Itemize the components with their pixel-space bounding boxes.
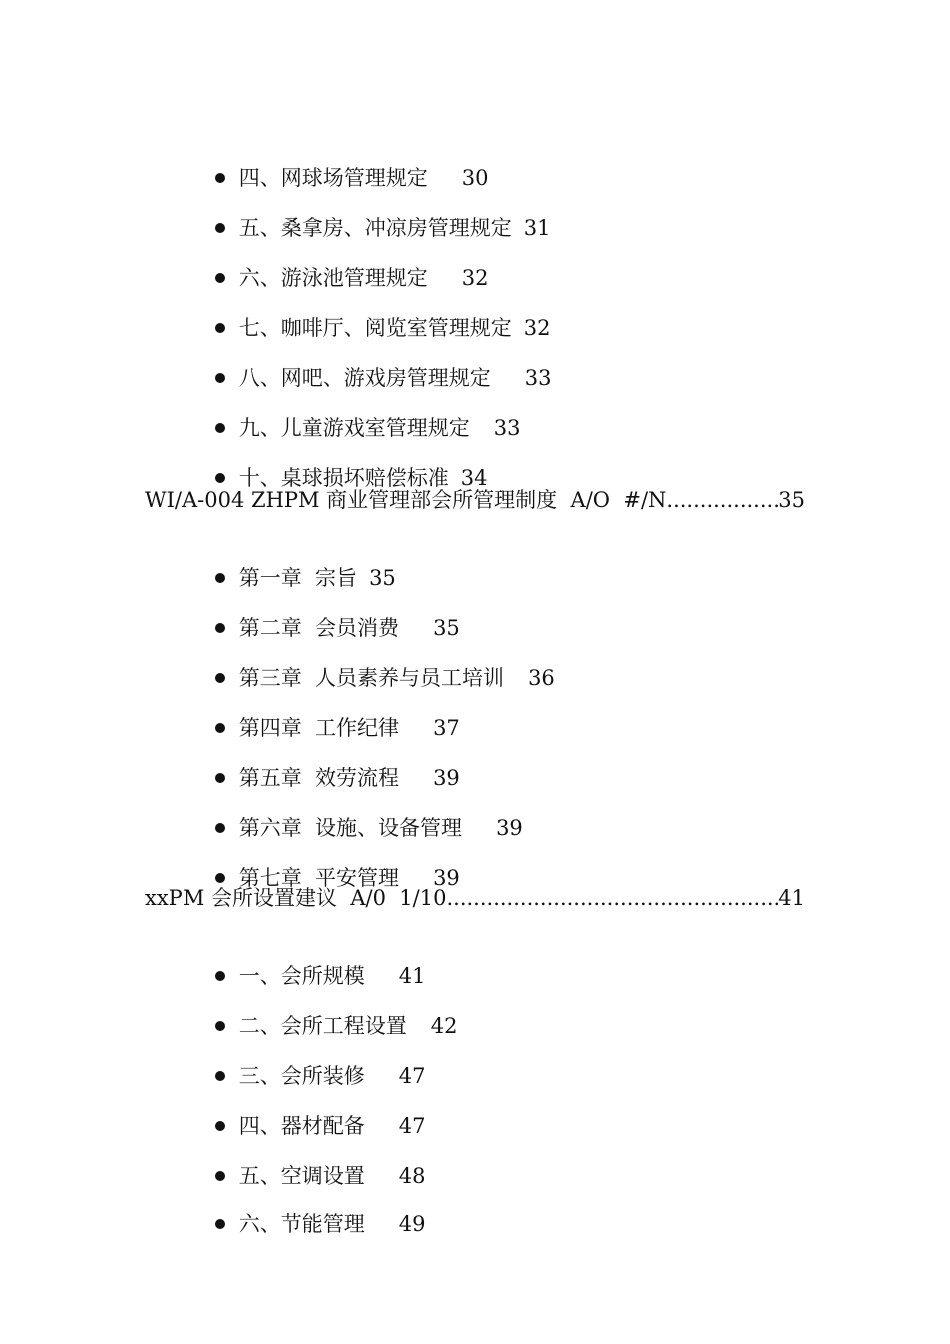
- toc-entry-page: 49: [398, 1212, 426, 1236]
- toc-entry-page: 39: [433, 866, 460, 890]
- toc-entry[interactable]: [188, 336, 552, 390]
- toc-entry-text: 三、会所装修: [238, 1064, 365, 1088]
- toc-entry[interactable]: [188, 686, 460, 740]
- toc-entry-page: 30: [461, 166, 489, 190]
- toc-entry[interactable]: [188, 1134, 426, 1188]
- bullet-icon: [215, 573, 225, 583]
- toc-entry-text: 第五章 效劳流程: [238, 766, 400, 790]
- toc-entry-text: 第四章 工作纪律: [238, 716, 400, 740]
- bullet-icon: [215, 1219, 225, 1229]
- toc-entry[interactable]: [188, 786, 523, 840]
- toc-entry[interactable]: [188, 536, 396, 590]
- toc-entry[interactable]: [188, 1084, 426, 1138]
- toc-section-heading[interactable]: [145, 884, 805, 912]
- toc-entry-text: 第三章 人员素养与员工培训: [238, 666, 505, 690]
- bullet-icon: [215, 1171, 225, 1181]
- bullet-icon: [215, 173, 225, 183]
- toc-entry-page: 48: [398, 1164, 426, 1188]
- toc-entry-page: 47: [398, 1064, 426, 1088]
- toc-entry-text: 四、网球场管理规定: [238, 166, 428, 190]
- bullet-icon: [215, 323, 225, 333]
- toc-entry-text: 九、儿童游戏室管理规定: [238, 416, 470, 440]
- toc-entry-text: 五、空调设置: [238, 1164, 365, 1188]
- toc-entry[interactable]: [188, 736, 460, 790]
- toc-leader-dots: [666, 486, 778, 514]
- toc-entry-page: 39: [496, 816, 523, 840]
- toc-entry-page: 41: [398, 964, 426, 988]
- toc-entry[interactable]: [188, 984, 458, 1038]
- toc-leader-dots: [446, 884, 778, 912]
- toc-section-page: 35: [778, 488, 805, 512]
- toc-entry[interactable]: [188, 286, 551, 340]
- toc-entry-page: 35: [433, 616, 460, 640]
- toc-entry[interactable]: [188, 836, 460, 890]
- toc-entry-page: 32: [461, 266, 489, 290]
- toc-entry[interactable]: [188, 1034, 426, 1088]
- toc-entry-page: 42: [430, 1014, 458, 1038]
- toc-entry-text: 第七章 平安管理: [238, 866, 400, 890]
- toc-entry-page: 34: [460, 466, 488, 490]
- toc-entry-page: 33: [524, 366, 552, 390]
- toc-entry[interactable]: [188, 186, 551, 240]
- bullet-icon: [215, 873, 225, 883]
- toc-entry-text: 二、会所工程设置: [238, 1014, 407, 1038]
- toc-entry-text: 第六章 设施、设备管理: [238, 816, 463, 840]
- bullet-icon: [215, 1071, 225, 1081]
- bullet-icon: [215, 623, 225, 633]
- toc-section-heading[interactable]: [145, 486, 805, 514]
- toc-entry-text: 五、桑拿房、冲凉房管理规定: [238, 216, 512, 240]
- bullet-icon: [215, 423, 225, 433]
- bullet-icon: [215, 1121, 225, 1131]
- toc-entry-text: 四、器材配备: [238, 1114, 365, 1138]
- toc-entry-text: 十、桌球损坏赔偿标准: [238, 466, 449, 490]
- toc-entry-page: 33: [493, 416, 521, 440]
- bullet-icon: [215, 273, 225, 283]
- toc-entry-page: 36: [528, 666, 555, 690]
- bullet-icon: [215, 473, 225, 483]
- toc-entry-text: 六、节能管理: [238, 1212, 365, 1236]
- toc-entry-page: 39: [433, 766, 460, 790]
- toc-entry-text: 七、咖啡厅、阅览室管理规定: [238, 316, 512, 340]
- toc-entry-page: 47: [398, 1114, 426, 1138]
- toc-entry[interactable]: [188, 386, 521, 440]
- bullet-icon: [215, 971, 225, 981]
- toc-entry[interactable]: [188, 934, 426, 988]
- toc-entry[interactable]: [188, 1182, 426, 1236]
- toc-entry-text: 八、网吧、游戏房管理规定: [238, 366, 491, 390]
- toc-entry[interactable]: [188, 236, 489, 290]
- bullet-icon: [215, 723, 225, 733]
- toc-entry-text: 第二章 会员消费: [238, 616, 400, 640]
- toc-entry[interactable]: [188, 136, 489, 190]
- toc-section-title: WI/A-004 ZHPM 商业管理部会所管理制度 A/O #/N: [145, 488, 667, 512]
- toc-entry-text: 六、游泳池管理规定: [238, 266, 428, 290]
- toc-entry-page: 32: [523, 316, 551, 340]
- toc-section-page: 41: [778, 886, 805, 910]
- bullet-icon: [215, 1021, 225, 1031]
- toc-section-title: xxPM 会所设置建议 A/0 1/10: [145, 886, 447, 910]
- toc-entry-text: 第一章 宗旨: [238, 566, 358, 590]
- bullet-icon: [215, 223, 225, 233]
- toc-entry[interactable]: [188, 436, 488, 490]
- toc-entry-text: 一、会所规模: [238, 964, 365, 988]
- bullet-icon: [215, 673, 225, 683]
- toc-entry[interactable]: [188, 586, 460, 640]
- bullet-icon: [215, 823, 225, 833]
- toc-entry-page: 31: [523, 216, 551, 240]
- bullet-icon: [215, 373, 225, 383]
- bullet-icon: [215, 773, 225, 783]
- toc-entry-page: 37: [433, 716, 460, 740]
- toc-entry[interactable]: [188, 636, 555, 690]
- toc-entry-page: 35: [369, 566, 396, 590]
